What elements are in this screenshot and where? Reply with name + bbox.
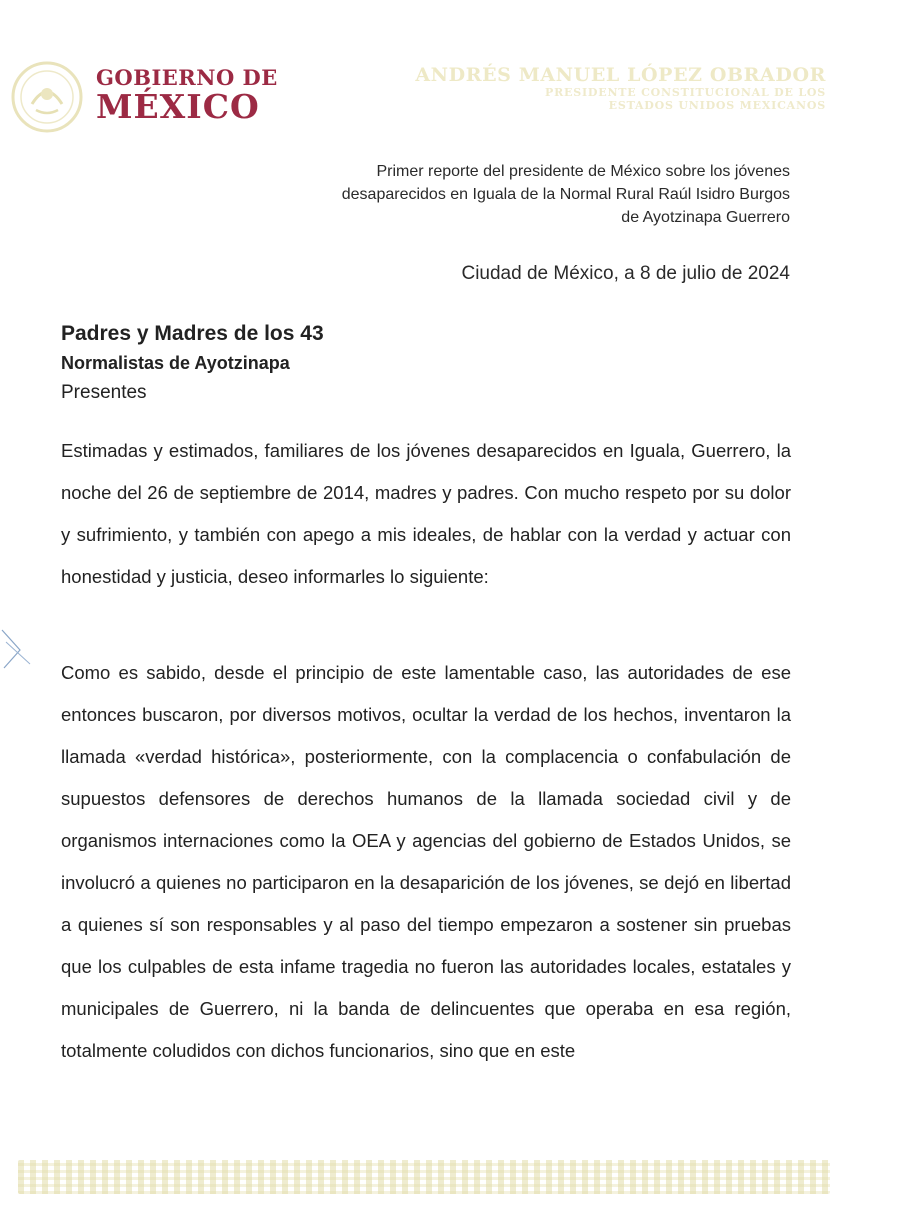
subject-line-2: desaparecidos en Iguala de la Normal Rural Raúl Isidro Burgos [341, 186, 790, 203]
logo-line-gobierno: GOBIERNO DE [96, 65, 278, 90]
recipient-block [61, 320, 324, 408]
footer-decorative-band [18, 1160, 830, 1194]
recipient-line-1: Padres y Madres de los 43 [61, 322, 324, 345]
letter-date: Ciudad de México, a 8 de julio de 2024 [461, 263, 790, 284]
recipient-line-3: Presentes [61, 382, 147, 403]
subject-line-3: de Ayotzinapa Guerrero [621, 209, 790, 226]
president-title-line2: ESTADOS UNIDOS MEXICANOS [608, 99, 826, 112]
coat-of-arms-seal-icon [10, 60, 84, 134]
body-paragraph-1: Estimadas y estimados, familiares de los jóvenes desaparecidos en Iguala, Guerrero, la noche del 26 de septiembre de 2014, madres y padres. Con mucho respeto por su dolor y sufrimiento, y también con apego a mis ideales, de hablar con la verdad y actuar con honestidad y justicia, deseo informarles lo siguiente: [61, 440, 791, 587]
government-logo [96, 66, 278, 124]
president-title-line1: PRESIDENTE CONSTITUCIONAL DE LOS [545, 86, 826, 99]
president-name: ANDRÉS MANUEL LÓPEZ OBRADOR [415, 64, 826, 86]
margin-pen-mark-icon [0, 620, 50, 680]
body-paragraph-2: Como es sabido, desde el principio de este lamentable caso, las autoridades de ese entonces buscaron, por diversos motivos, ocultar la verdad de los hechos, inventaron la llamada «verdad histórica», posteriormente, con la complacencia o confabulación de supuestos defensores de derechos humanos de la llamada sociedad civil y de organismos internaciones como la OEA y agencias del gobierno de Estados Unidos, se involucró a quienes no participaron en la desaparición de los jóvenes, se dejó en libertad a quienes sí son responsables y al paso del tiempo empezaron a sostener sin pruebas que los culpables de esta infame tragedia no fueron las autoridades locales, estatales y municipales de Guerrero, ni la banda de delincuentes que operaba en esa región, totalmente coludidos con dichos funcionarios, sino que en este [61, 662, 791, 1061]
subject-line-1: Primer reporte del presidente de México sobre los jóvenes [376, 163, 790, 180]
recipient-line-2: Normalistas de Ayotzinapa [61, 353, 290, 373]
president-letterhead [415, 64, 826, 112]
logo-line-mexico: MÉXICO [96, 87, 260, 126]
letter-subject [342, 160, 790, 229]
